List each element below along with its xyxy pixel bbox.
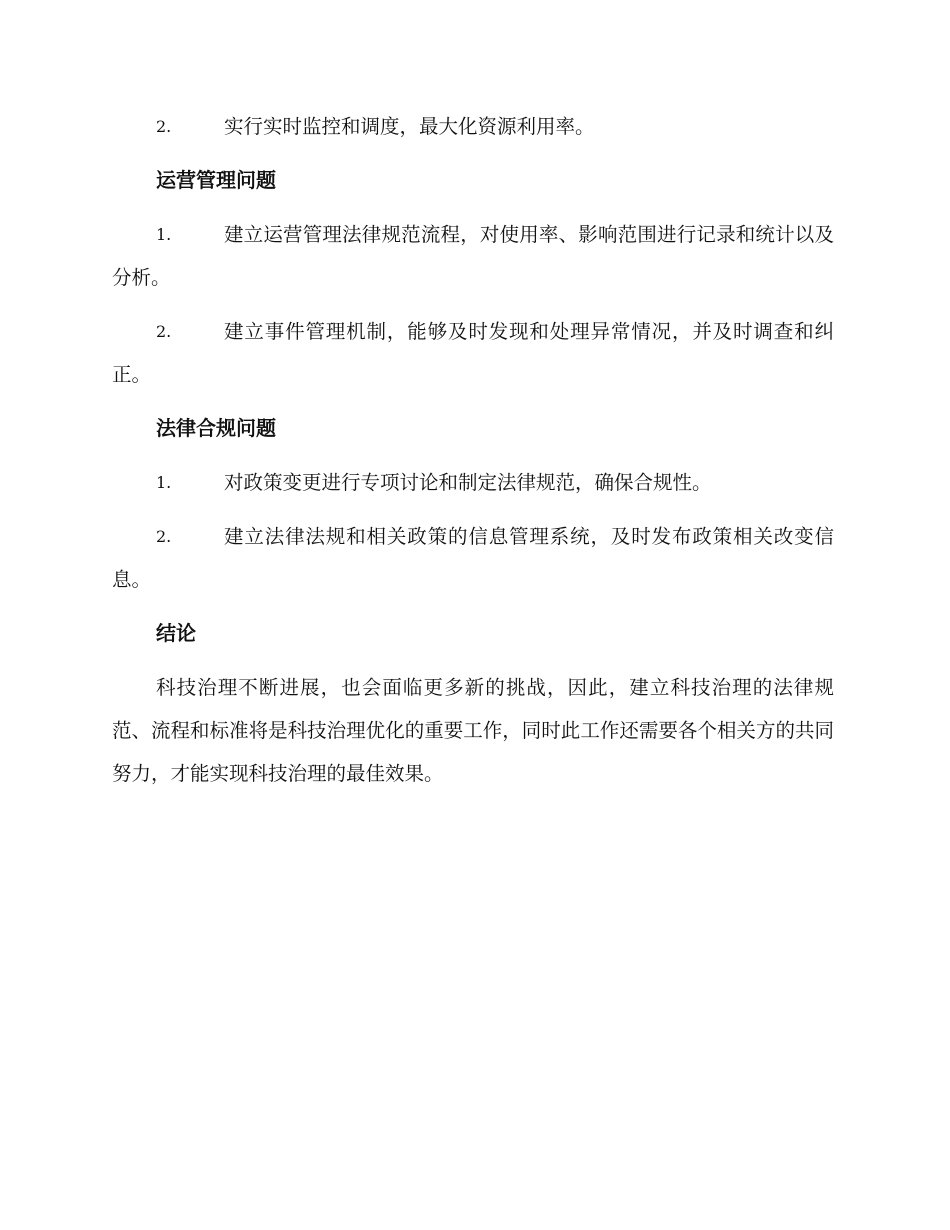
section-heading-conclusion: 结论 <box>156 621 196 645</box>
list-item <box>112 213 834 299</box>
list-number: 2. <box>156 322 172 341</box>
section-heading-compliance: 法律合规问题 <box>156 416 276 440</box>
list-text: 实行实时监控和调度，最大化资源利用率。 <box>224 115 595 138</box>
document-page <box>112 105 834 795</box>
list-number: 1. <box>156 225 172 244</box>
list-text: 对政策变更进行专项讨论和制定法律规范，确保合规性。 <box>224 471 712 494</box>
list-item <box>112 310 834 396</box>
list-text: 建立法律法规和相关政策的信息管理系统，及时发布政策相关改变信息。 <box>112 525 834 591</box>
list-item <box>112 105 834 148</box>
list-item <box>112 461 834 504</box>
list-number: 1. <box>156 473 172 492</box>
list-number: 2. <box>156 527 172 546</box>
section-heading-operations: 运营管理问题 <box>156 168 276 192</box>
list-text: 建立运营管理法律规范流程，对使用率、影响范围进行记录和统计以及分析。 <box>112 223 834 289</box>
list-text: 建立事件管理机制，能够及时发现和处理异常情况，并及时调查和纠正。 <box>112 320 834 386</box>
list-number: 2. <box>156 117 172 136</box>
conclusion-paragraph: 科技治理不断进展，也会面临更多新的挑战，因此，建立科技治理的法律规范、流程和标准将是科技治理优化的重要工作，同时此工作还需要各个相关方的共同努力，才能实现科技治理的最佳效果。 <box>112 676 834 785</box>
list-item <box>112 515 834 601</box>
